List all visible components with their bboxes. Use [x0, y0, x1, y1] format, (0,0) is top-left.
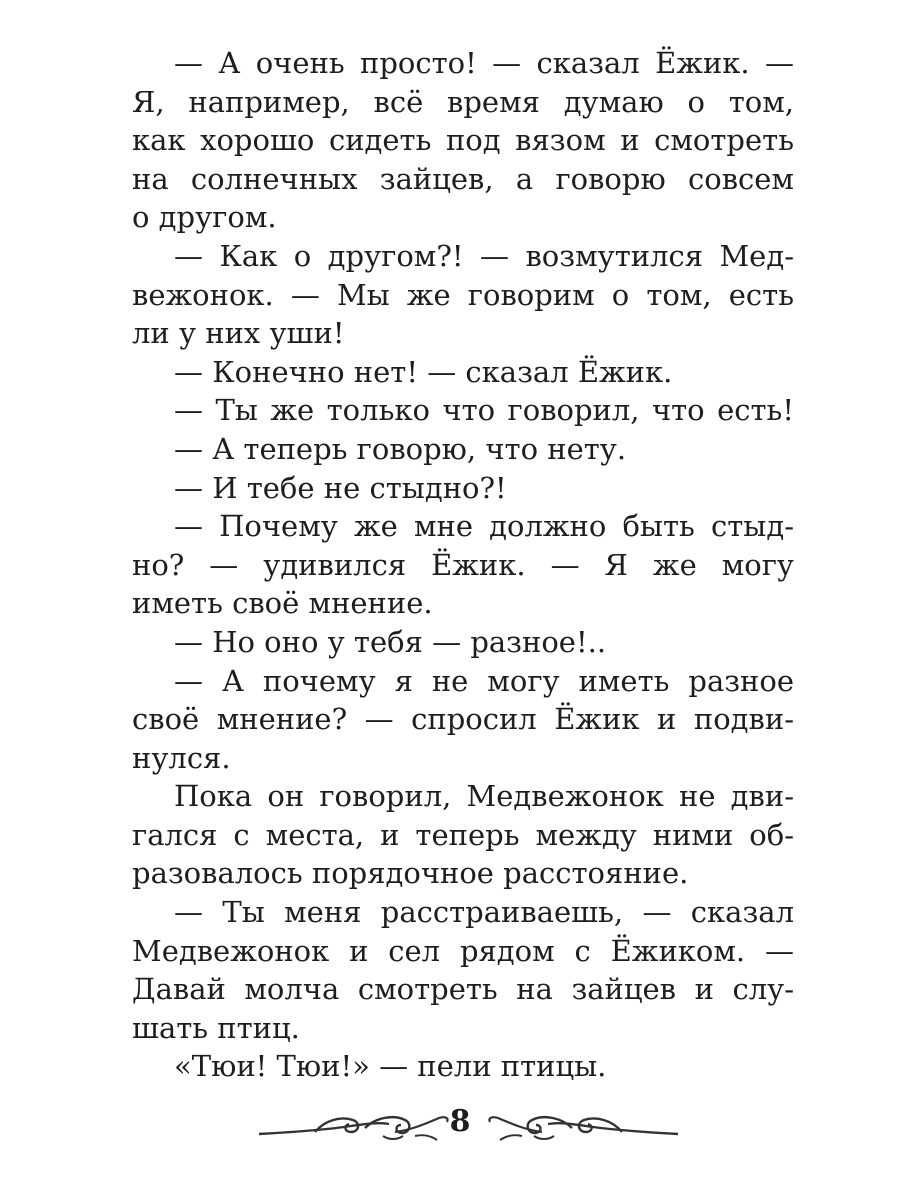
- text-line: Пока он говорил, Медвежонок не дви-: [174, 779, 794, 814]
- text-line: — Как о другом?! — возмутился Мед-: [174, 238, 794, 273]
- text-line: — Ты же только что говорил, что есть!: [174, 393, 794, 428]
- story-text: [132, 44, 794, 1086]
- text-line: своё мнение? — спросил Ёжик и подви-: [132, 702, 794, 737]
- text-line: иметь своё мнение.: [132, 586, 433, 621]
- text-line: — Конечно нет! — сказал Ёжик.: [174, 354, 673, 389]
- text-line: нулся.: [132, 740, 231, 775]
- text-line: вежонок. — Мы же говорим о том, есть: [132, 277, 794, 312]
- text-line: как хорошо сидеть под вязом и смотреть: [132, 123, 794, 158]
- text-line: — Ты меня расстраиваешь, — сказал: [174, 895, 794, 930]
- text-line: разовалось порядочное расстояние.: [132, 856, 689, 891]
- text-line: о другом.: [132, 200, 277, 235]
- text-line: Я, например, всё время думаю о том,: [132, 84, 794, 119]
- left-ornament-icon: [255, 1106, 455, 1146]
- page-footer: [0, 1100, 900, 1160]
- text-line: Медвежонок и сел рядом с Ёжиком. —: [132, 933, 794, 968]
- page-number: 8: [449, 1104, 471, 1139]
- text-line: ли у них уши!: [132, 316, 345, 351]
- text-line: гался с места, и теперь между ними об-: [132, 817, 794, 852]
- text-line: «Тюи! Тюи!» — пели птицы.: [174, 1049, 607, 1084]
- text-line: но? — удивился Ёжик. — Я же могу: [132, 547, 794, 582]
- text-line: Давай молча смотреть на зайцев и слу-: [132, 972, 794, 1007]
- text-line: шать птиц.: [132, 1010, 300, 1045]
- text-line: на солнечных зайцев, а говорю совсем: [132, 161, 794, 196]
- text-line: — А очень просто! — сказал Ёжик. —: [174, 46, 794, 80]
- text-line: — И тебе не стыдно?!: [174, 470, 507, 505]
- text-line: — А теперь говорю, что нету.: [174, 431, 627, 466]
- text-line: — Почему же мне должно быть стыд-: [174, 509, 794, 544]
- text-line: — Но оно у тебя — разное!..: [174, 624, 607, 659]
- right-ornament-icon: [482, 1106, 682, 1146]
- text-line: — А почему я не могу иметь разное: [174, 663, 794, 698]
